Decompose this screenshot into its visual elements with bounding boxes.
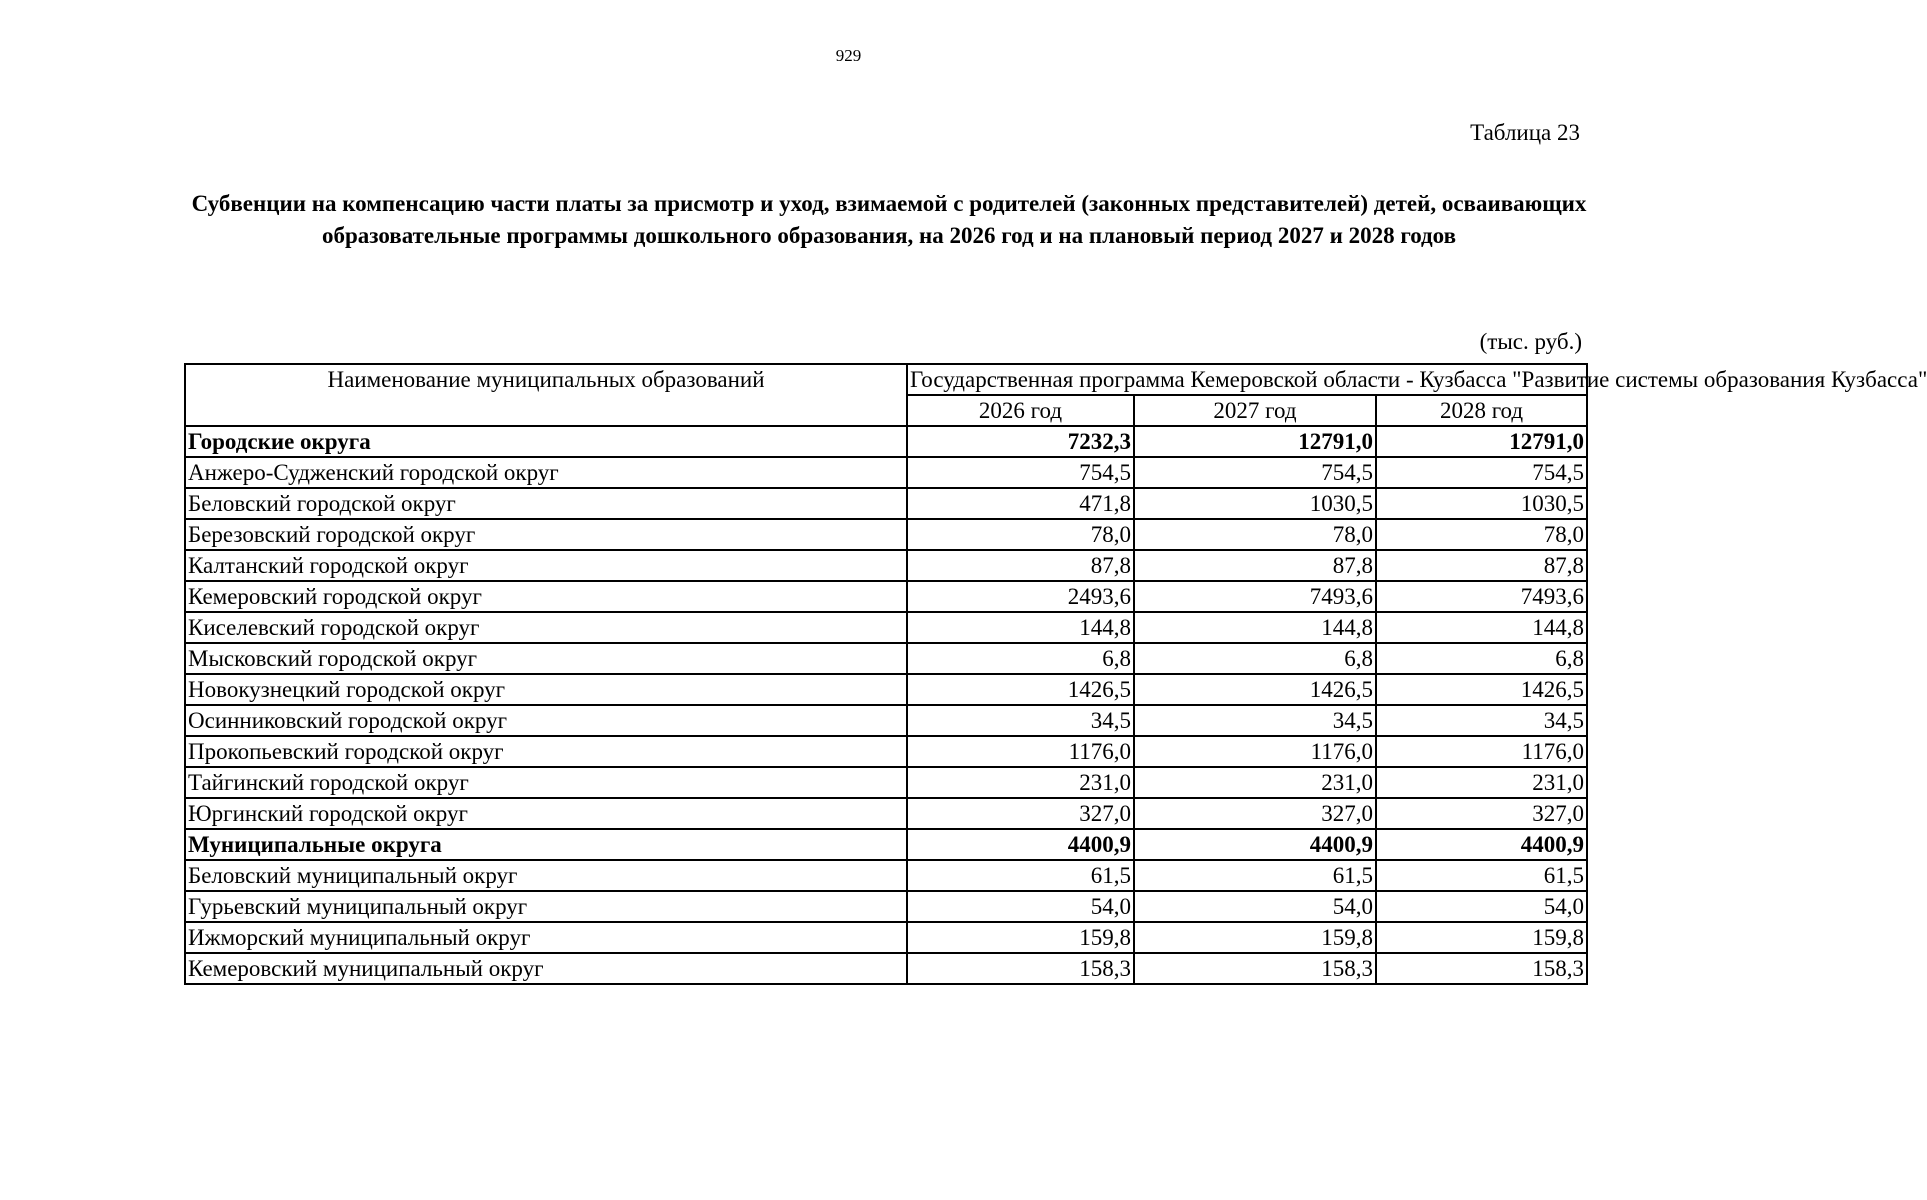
table-row — [185, 581, 1587, 612]
value-2027-cell: 144,8 — [1134, 612, 1376, 643]
value-2027-cell: 87,8 — [1134, 550, 1376, 581]
municipality-name-cell: Березовский городской округ — [185, 519, 907, 550]
table-row — [185, 674, 1587, 705]
header-program: Государственная программа Кемеровской области - Кузбасса "Развитие системы образования Кузбасса" — [907, 364, 1587, 395]
value-2026-cell: 754,5 — [907, 457, 1134, 488]
value-2028-cell: 12791,0 — [1376, 426, 1587, 457]
municipality-name-cell: Киселевский городской округ — [185, 612, 907, 643]
value-2026-cell: 1426,5 — [907, 674, 1134, 705]
municipality-name-cell: Тайгинский городской округ — [185, 767, 907, 798]
table-row — [185, 736, 1587, 767]
value-2027-cell: 4400,9 — [1134, 829, 1376, 860]
table-row — [185, 953, 1587, 984]
value-2028-cell: 34,5 — [1376, 705, 1587, 736]
value-2028-cell: 1176,0 — [1376, 736, 1587, 767]
table-row — [185, 798, 1587, 829]
value-2027-cell: 78,0 — [1134, 519, 1376, 550]
municipality-name-cell: Муниципальные округа — [185, 829, 907, 860]
table-row — [185, 922, 1587, 953]
value-2027-cell: 6,8 — [1134, 643, 1376, 674]
municipality-name-cell: Беловский городской округ — [185, 488, 907, 519]
header-municipality-name: Наименование муниципальных образований — [185, 364, 907, 426]
value-2026-cell: 34,5 — [907, 705, 1134, 736]
table-row — [185, 705, 1587, 736]
value-2027-cell: 54,0 — [1134, 891, 1376, 922]
value-2026-cell: 471,8 — [907, 488, 1134, 519]
value-2027-cell: 61,5 — [1134, 860, 1376, 891]
table-row — [185, 612, 1587, 643]
table-row — [185, 550, 1587, 581]
value-2028-cell: 327,0 — [1376, 798, 1587, 829]
subventions-table — [184, 363, 1927, 985]
header-year-2028: 2028 год — [1376, 395, 1587, 426]
value-2028-cell: 231,0 — [1376, 767, 1587, 798]
municipality-name-cell: Городские округа — [185, 426, 907, 457]
table-row — [185, 643, 1587, 674]
value-2028-cell: 754,5 — [1376, 457, 1587, 488]
table-row — [185, 767, 1587, 798]
table-label: Таблица 23 — [1470, 120, 1580, 145]
table-row — [185, 860, 1587, 891]
value-2027-cell: 327,0 — [1134, 798, 1376, 829]
table-row — [185, 457, 1587, 488]
value-2026-cell: 2493,6 — [907, 581, 1134, 612]
value-2028-cell: 6,8 — [1376, 643, 1587, 674]
municipality-name-cell: Кемеровский муниципальный округ — [185, 953, 907, 984]
value-2027-cell: 7493,6 — [1134, 581, 1376, 612]
header-year-2027: 2027 год — [1134, 395, 1376, 426]
value-2027-cell: 231,0 — [1134, 767, 1376, 798]
value-2027-cell: 1426,5 — [1134, 674, 1376, 705]
municipality-name-cell: Кемеровский городской округ — [185, 581, 907, 612]
value-2026-cell: 54,0 — [907, 891, 1134, 922]
value-2028-cell: 1030,5 — [1376, 488, 1587, 519]
value-2026-cell: 87,8 — [907, 550, 1134, 581]
value-2028-cell: 4400,9 — [1376, 829, 1587, 860]
municipality-name-cell: Калтанский городской округ — [185, 550, 907, 581]
value-2026-cell: 144,8 — [907, 612, 1134, 643]
value-2026-cell: 159,8 — [907, 922, 1134, 953]
value-2027-cell: 754,5 — [1134, 457, 1376, 488]
municipality-name-cell: Беловский муниципальный округ — [185, 860, 907, 891]
table-row — [185, 891, 1587, 922]
value-2027-cell: 34,5 — [1134, 705, 1376, 736]
header-year-2026: 2026 год — [907, 395, 1134, 426]
municipality-name-cell: Гурьевский муниципальный округ — [185, 891, 907, 922]
municipality-name-cell: Новокузнецкий городской округ — [185, 674, 907, 705]
units-label: (тыс. руб.) — [1479, 329, 1582, 354]
value-2028-cell: 54,0 — [1376, 891, 1587, 922]
value-2026-cell: 6,8 — [907, 643, 1134, 674]
value-2028-cell: 78,0 — [1376, 519, 1587, 550]
value-2026-cell: 158,3 — [907, 953, 1134, 984]
value-2026-cell: 327,0 — [907, 798, 1134, 829]
municipality-name-cell: Юргинский городской округ — [185, 798, 907, 829]
value-2028-cell: 158,3 — [1376, 953, 1587, 984]
table-group-row — [185, 829, 1587, 860]
page-number: 929 — [835, 46, 862, 65]
municipality-name-cell: Прокопьевский городской округ — [185, 736, 907, 767]
value-2027-cell: 1176,0 — [1134, 736, 1376, 767]
value-2028-cell: 7493,6 — [1376, 581, 1587, 612]
value-2028-cell: 61,5 — [1376, 860, 1587, 891]
value-2028-cell: 1426,5 — [1376, 674, 1587, 705]
value-2027-cell: 12791,0 — [1134, 426, 1376, 457]
value-2027-cell: 1030,5 — [1134, 488, 1376, 519]
value-2028-cell: 159,8 — [1376, 922, 1587, 953]
value-2027-cell: 158,3 — [1134, 953, 1376, 984]
table-row — [185, 488, 1587, 519]
value-2028-cell: 87,8 — [1376, 550, 1587, 581]
value-2026-cell: 4400,9 — [907, 829, 1134, 860]
value-2028-cell: 144,8 — [1376, 612, 1587, 643]
municipality-name-cell: Осинниковский городской округ — [185, 705, 907, 736]
value-2026-cell: 1176,0 — [907, 736, 1134, 767]
value-2027-cell: 159,8 — [1134, 922, 1376, 953]
municipality-name-cell: Анжеро-Судженский городской округ — [185, 457, 907, 488]
table-group-row — [185, 426, 1587, 457]
table-row — [185, 519, 1587, 550]
municipality-name-cell: Мысковский городской округ — [185, 643, 907, 674]
value-2026-cell: 7232,3 — [907, 426, 1134, 457]
value-2026-cell: 78,0 — [907, 519, 1134, 550]
municipality-name-cell: Ижморский муниципальный округ — [185, 922, 907, 953]
value-2026-cell: 231,0 — [907, 767, 1134, 798]
document-title: Субвенции на компенсацию части платы за присмотр и уход, взимаемой с родителей (законных представителей) детей, осваивающих образовательные программы дошкольного образования, на 2026 год и на плановый период 2027 и 2028 годов — [191, 191, 1587, 248]
value-2026-cell: 61,5 — [907, 860, 1134, 891]
table-body — [185, 426, 1587, 984]
